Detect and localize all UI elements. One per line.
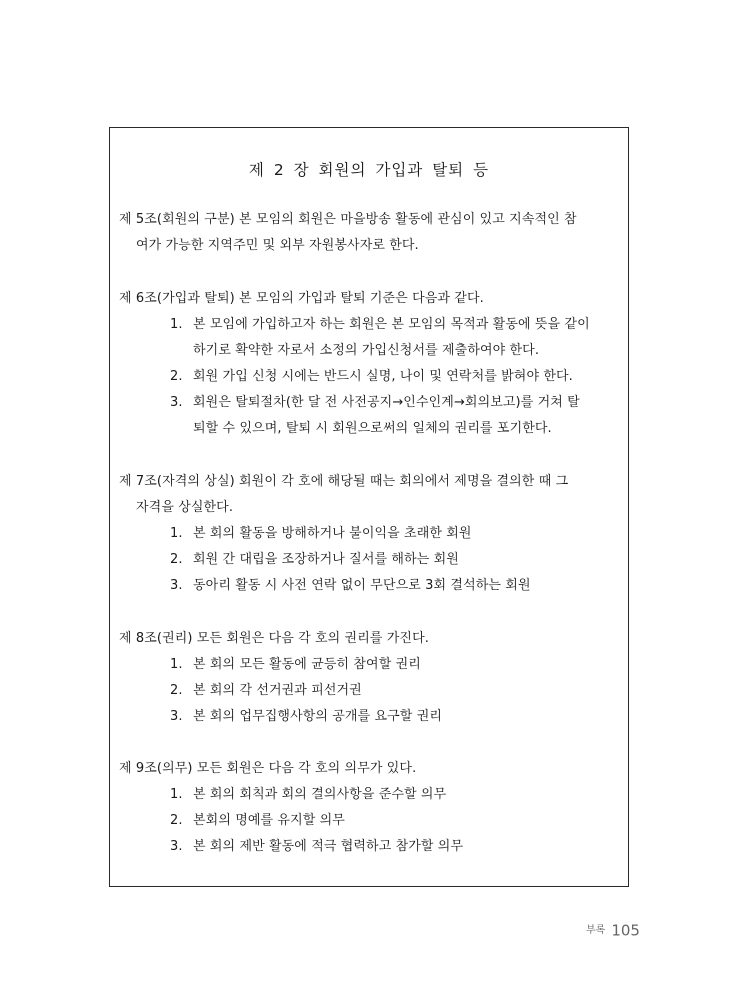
article-5 [119, 207, 620, 259]
item-text: 본 회의 회칙과 회의 결의사항을 준수할 의무 [193, 787, 447, 802]
article-6 [119, 286, 620, 442]
item-text: 회원 가입 신청 시에는 반드시 실명, 나이 및 연락처를 밝혀야 한다. [193, 369, 573, 384]
item-text: 회원 간 대립을 조장하거나 질서를 해하는 회원 [193, 552, 459, 567]
list-item [119, 364, 620, 390]
item-text: 본 회의 제반 활동에 적극 협력하고 참가할 의무 [193, 839, 464, 854]
item-number: 2. [170, 369, 183, 384]
list-item [119, 547, 620, 573]
list-item [119, 573, 620, 599]
article-8 [119, 626, 620, 730]
item-text: 본회의 명예를 유지할 의무 [193, 813, 345, 828]
list-item [119, 521, 620, 547]
article-8-line-1: 제 8조(권리) 모든 회원은 다음 각 호의 권리를 가진다. [119, 631, 429, 646]
item-number: 2. [170, 683, 183, 698]
item-number: 1. [170, 526, 183, 541]
article-box [109, 127, 629, 887]
page-footer [586, 920, 640, 940]
list-item [119, 782, 620, 808]
item-number: 1. [170, 787, 183, 802]
item-number: 3. [170, 709, 183, 724]
list-item [119, 390, 620, 416]
article-5-line-2: 여가 가능한 지역주민 및 외부 자원봉사자로 한다. [136, 238, 419, 253]
list-item-continuation [119, 338, 620, 364]
article-7-line-1: 제 7조(자격의 상실) 회원이 각 호에 해당될 때는 회의에서 제명을 결의한 때 그 [119, 474, 569, 489]
list-item [119, 312, 620, 338]
list-item [119, 704, 620, 730]
article-9-line-1: 제 9조(의무) 모든 회원은 다음 각 호의 의무가 있다. [119, 761, 417, 776]
page-number: 105 [611, 921, 640, 940]
item-number: 2. [170, 813, 183, 828]
item-text: 본 회의 업무집행사항의 공개를 요구할 권리 [193, 709, 443, 724]
item-number: 1. [170, 317, 183, 332]
article-9-items [119, 782, 620, 860]
list-item-continuation [119, 416, 620, 442]
item-number: 3. [170, 839, 183, 854]
item-text: 하기로 확약한 자로서 소정의 가입신청서를 제출하여야 한다. [193, 343, 540, 358]
item-text: 본 회의 활동을 방해하거나 불이익을 초래한 회원 [193, 526, 472, 541]
article-7 [119, 469, 620, 599]
item-text: 본 모임에 가입하고자 하는 회원은 본 모임의 목적과 활동에 뜻을 같이 [193, 317, 590, 332]
list-item [119, 834, 620, 860]
article-5-line-1: 제 5조(회원의 구분) 본 모임의 회원은 마을방송 활동에 관심이 있고 지속적인 참 [119, 212, 577, 227]
item-text: 퇴할 수 있으며, 탈퇴 시 회원으로써의 일체의 권리를 포기한다. [193, 421, 552, 436]
item-text: 본 회의 각 선거권과 피선거권 [193, 683, 362, 698]
article-7-line-2: 자격을 상실한다. [136, 500, 234, 515]
item-number: 3. [170, 395, 183, 410]
article-8-items [119, 652, 620, 730]
item-number: 1. [170, 657, 183, 672]
article-6-items [119, 312, 620, 442]
item-number: 2. [170, 552, 183, 567]
section-label: 부록 [586, 924, 606, 936]
item-text: 회원은 탈퇴절차(한 달 전 사전공지→인수인계→회의보고)를 거쳐 탈 [193, 395, 580, 410]
article-6-line-1: 제 6조(가입과 탈퇴) 본 모임의 가입과 탈퇴 기준은 다음과 같다. [119, 291, 484, 306]
item-number: 3. [170, 578, 183, 593]
item-text: 본 회의 모든 활동에 균등히 참여할 권리 [193, 657, 421, 672]
list-item [119, 652, 620, 678]
article-7-items [119, 521, 620, 599]
list-item [119, 808, 620, 834]
chapter-title: 제 2 장 회원의 가입과 탈퇴 등 [248, 161, 490, 179]
list-item [119, 678, 620, 704]
article-9 [119, 756, 620, 860]
item-text: 동아리 활동 시 사전 연락 없이 무단으로 3회 결석하는 회원 [193, 578, 531, 593]
